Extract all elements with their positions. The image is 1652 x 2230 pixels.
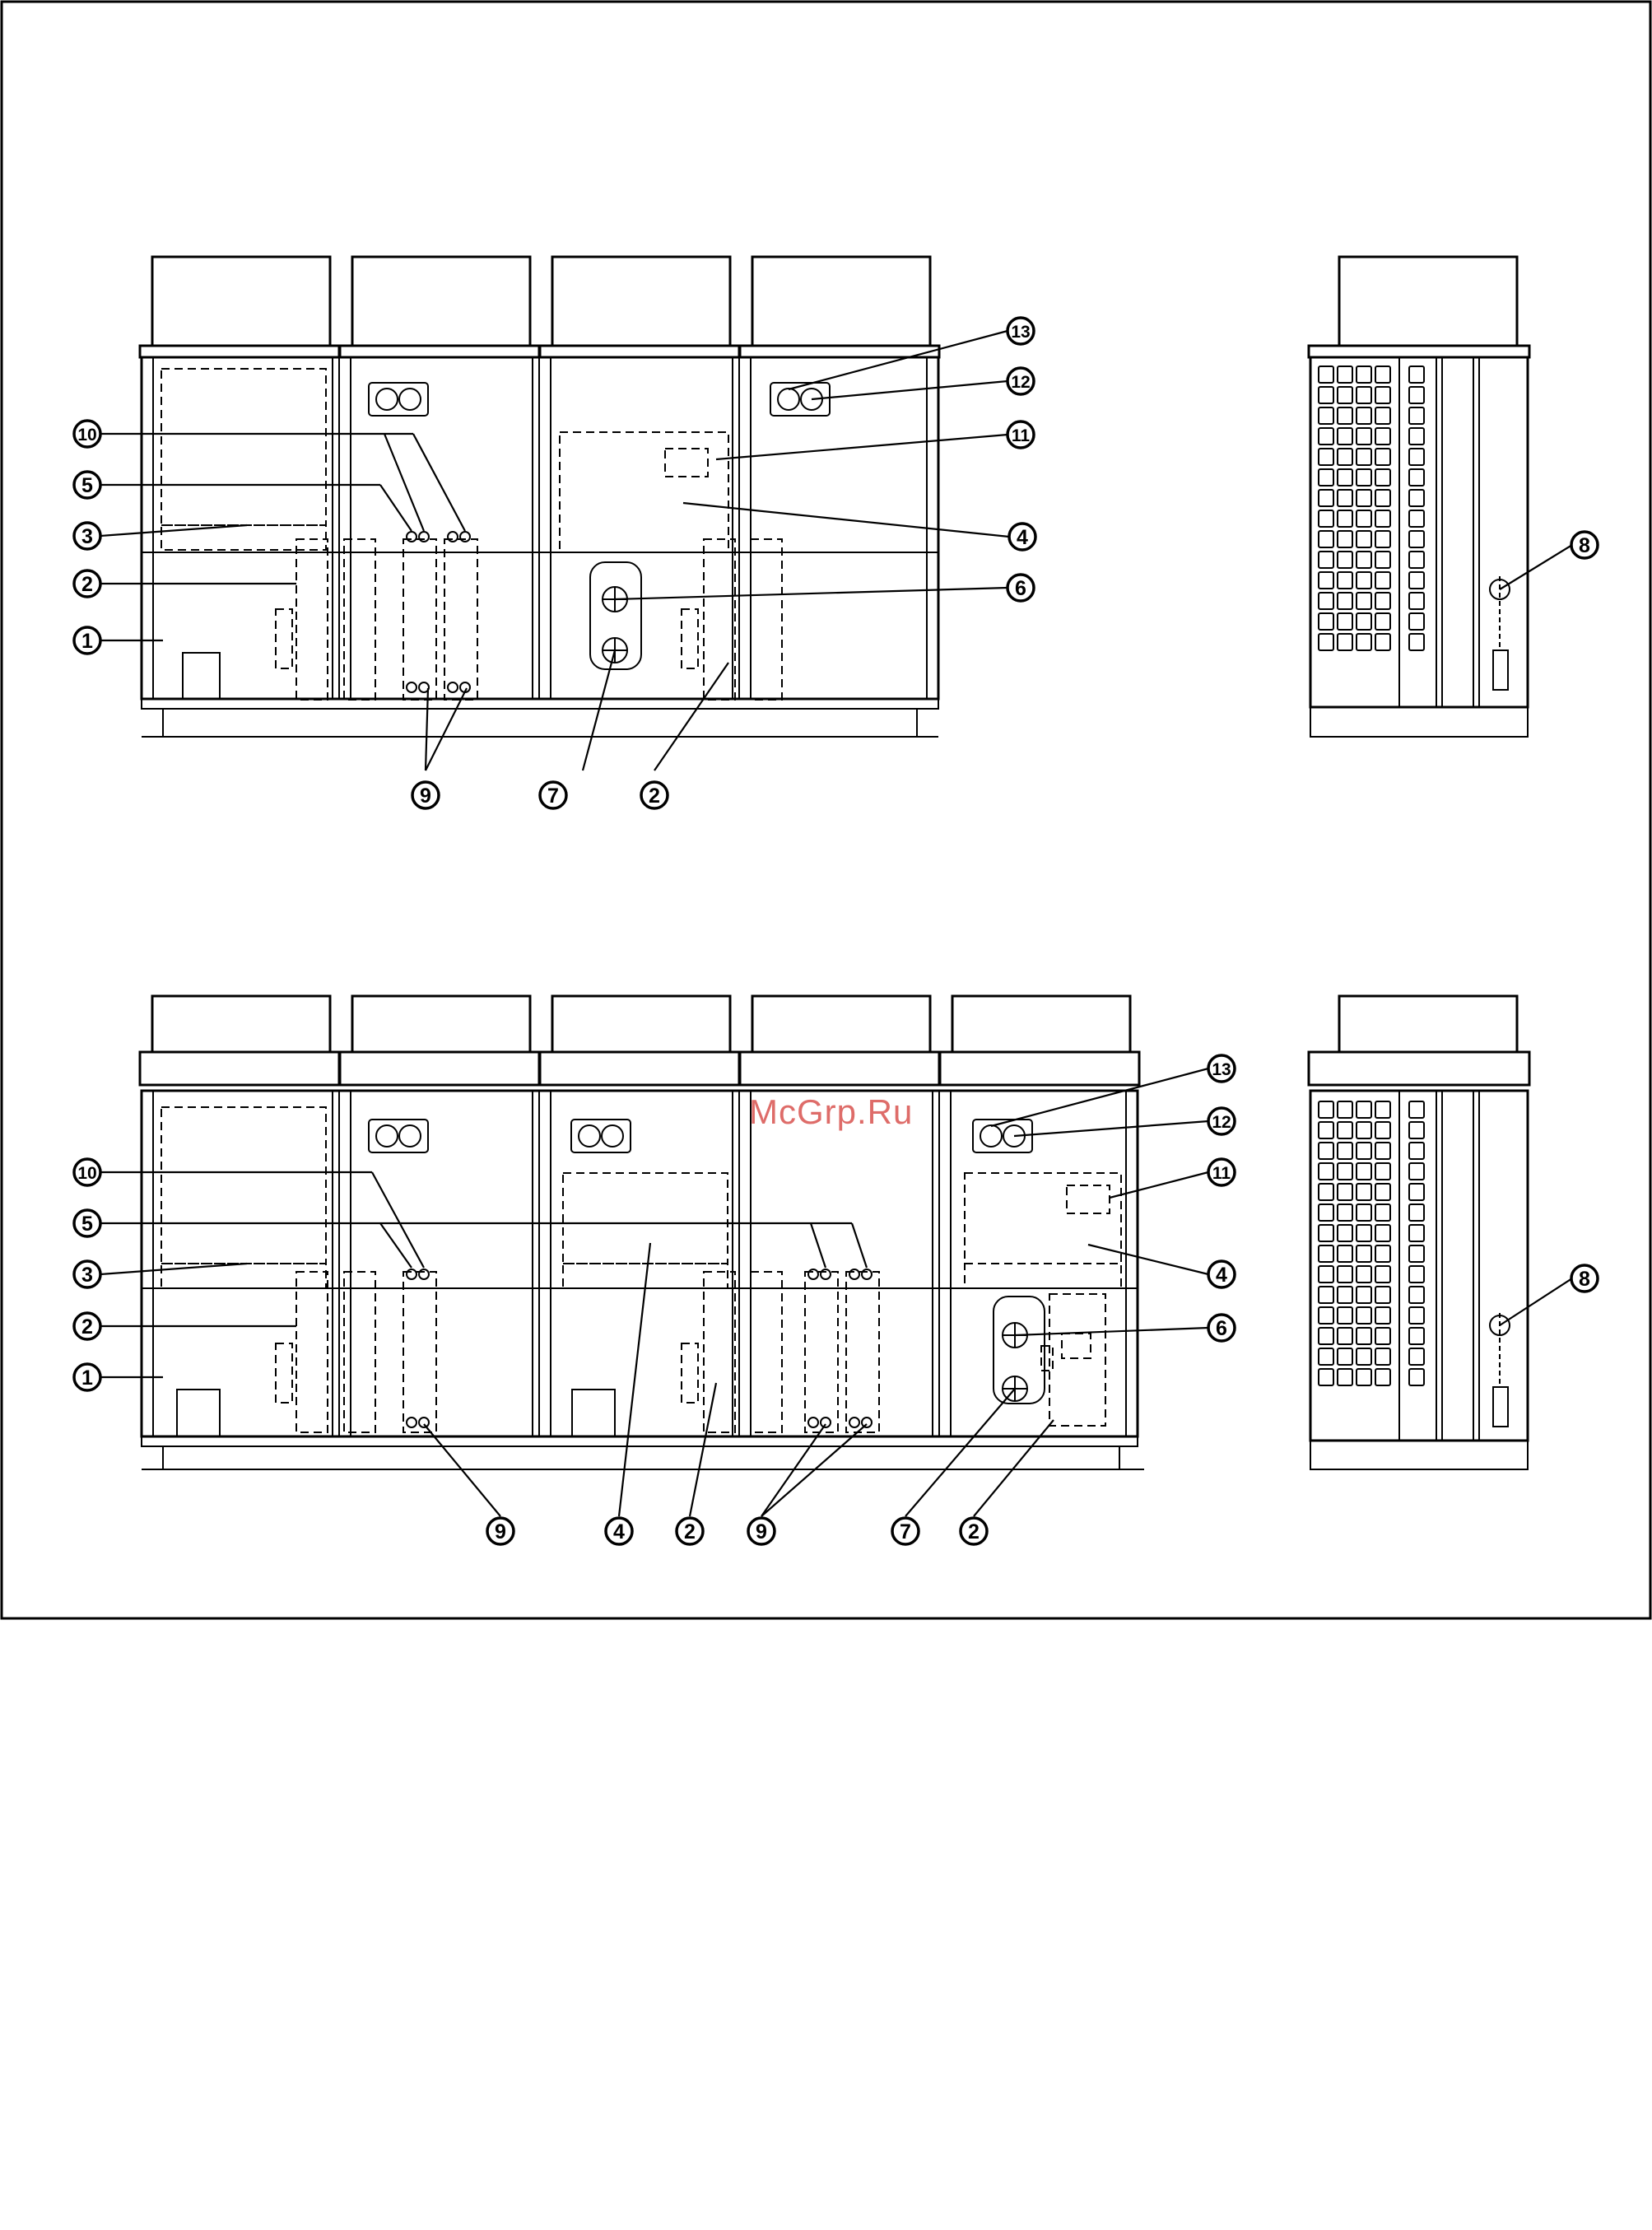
grille-cell [1319,593,1333,609]
grille-cell [1338,490,1352,506]
grille-cell [1357,1163,1371,1180]
grille-cell [1375,428,1390,445]
top-front-view [74,257,1035,808]
callout-4 [1009,524,1035,550]
grille-cell [1357,449,1371,465]
svg-text:9: 9 [495,1520,506,1543]
grille-cell [1375,387,1390,403]
grille-cell [1375,1225,1390,1241]
grille-cell [1338,1122,1352,1138]
grille-cell [1357,469,1371,486]
svg-text:2: 2 [649,784,660,808]
grille-cell [1357,1287,1371,1303]
grille-cell [1409,449,1424,465]
grille-cell [1319,387,1333,403]
callout-9b [748,1518,775,1544]
grille-cell [1375,1287,1390,1303]
grille-cell [1409,1307,1424,1324]
callout-12 [1007,368,1034,394]
callout-3 [74,1261,100,1287]
svg-text:12: 12 [1212,1113,1231,1132]
grille-cell [1357,366,1371,383]
grille-cell [1409,1225,1424,1241]
grille-cell [1357,613,1371,630]
grille-cell [1319,1245,1333,1262]
grille-cell [1338,366,1352,383]
grille-cell [1338,1163,1352,1180]
grille-cell [1375,1143,1390,1159]
grille-cell [1357,1122,1371,1138]
grille-cell [1338,1101,1352,1118]
grille-cell [1319,572,1333,589]
grille-cell [1375,407,1390,424]
grille-cell [1319,490,1333,506]
callout-1 [74,1364,100,1390]
grille-cell [1357,510,1371,527]
grille-cell [1319,552,1333,568]
callout-7 [892,1518,919,1544]
svg-text:6: 6 [1015,577,1026,600]
grille-cell [1338,1287,1352,1303]
svg-text:1: 1 [81,1366,93,1390]
grille-cell [1409,634,1424,650]
grille-cell [1409,531,1424,547]
grille-cell [1357,428,1371,445]
svg-text:12: 12 [1011,373,1031,392]
grille-cell [1375,613,1390,630]
grille-cell [1375,1122,1390,1138]
grille-cell [1319,449,1333,465]
svg-text:8: 8 [1579,534,1590,557]
grille-cell [1375,1328,1390,1344]
grille-cell [1338,1348,1352,1365]
grille-cell [1319,1101,1333,1118]
svg-text:9: 9 [420,784,431,808]
grille-cell [1357,1184,1371,1200]
grille-cell [1338,613,1352,630]
svg-text:7: 7 [547,784,559,808]
callout-12 [1208,1108,1235,1134]
grille-cell [1375,1348,1390,1365]
svg-text:1: 1 [81,630,93,653]
callout-1 [74,627,100,654]
grille-cell [1409,1328,1424,1344]
callout-5 [74,472,100,498]
fan-housings [140,257,939,357]
grille-cell [1338,1307,1352,1324]
grille-cell [1357,1266,1371,1283]
grille-cell [1357,552,1371,568]
grille-cell [1338,407,1352,424]
svg-text:3: 3 [81,525,93,548]
grille-cell [1338,1143,1352,1159]
grille-cell [1409,1184,1424,1200]
svg-text:10: 10 [77,1164,97,1183]
callout-9 [487,1518,514,1544]
watermark: McGrp.Ru [749,1092,914,1131]
callout-13 [1007,318,1034,344]
svg-text:2: 2 [81,573,93,596]
grille-cell [1319,1266,1333,1283]
grille-cell [1357,1369,1371,1385]
grille-cell [1375,366,1390,383]
grille-cell [1338,634,1352,650]
grille-cell [1375,1369,1390,1385]
callout-4 [606,1518,632,1544]
grille-cell [1338,572,1352,589]
top-side-view [1309,257,1598,737]
grille-cell [1375,1184,1390,1200]
callout-3 [74,523,100,549]
grille-cell [1338,510,1352,527]
svg-text:9: 9 [756,1520,767,1543]
grille-cell [1409,1287,1424,1303]
grille-cell [1319,1287,1333,1303]
grille-cell [1319,1204,1333,1221]
grille-cell [1375,1245,1390,1262]
grille-cell [1409,572,1424,589]
svg-text:13: 13 [1011,323,1031,342]
grille-cell [1357,531,1371,547]
grille-cell [1357,634,1371,650]
callout-10 [74,1159,100,1185]
grille-cell [1357,1225,1371,1241]
grille-cell [1409,1163,1424,1180]
grille-cell [1338,1184,1352,1200]
grille-cell [1409,1348,1424,1365]
grille-cell [1338,1225,1352,1241]
grille-cell [1338,449,1352,465]
grille-cell [1409,1266,1424,1283]
grille-cell [1319,634,1333,650]
grille-cell [1338,552,1352,568]
svg-text:2: 2 [81,1315,93,1338]
grille-cell [1375,572,1390,589]
grille-cell [1338,1266,1352,1283]
callout-2 [74,570,100,597]
grille-cell [1357,1204,1371,1221]
svg-text:5: 5 [81,1213,93,1236]
grille-cell [1357,1143,1371,1159]
grille-cell [1338,428,1352,445]
grille-cell [1338,531,1352,547]
grille-cell [1338,1204,1352,1221]
svg-text:11: 11 [1212,1164,1231,1183]
grille-cell [1338,1245,1352,1262]
grille-cell [1409,552,1424,568]
grille-cell [1357,1245,1371,1262]
grille-cell [1319,469,1333,486]
grille-cell [1375,634,1390,650]
grille-cell [1319,407,1333,424]
grille-cell [1375,552,1390,568]
svg-text:8: 8 [1579,1268,1590,1291]
callout-13 [1208,1055,1235,1082]
callout-8-top [1571,532,1598,558]
callout-7 [540,782,566,808]
grille-cell [1319,1184,1333,1200]
grille-cell [1375,510,1390,527]
callout-10 [74,421,100,447]
bottom-front-view [74,996,1235,1544]
grille-cell [1357,1307,1371,1324]
grille-cell [1319,428,1333,445]
bottom-side-view [1309,996,1598,1469]
svg-text:13: 13 [1212,1060,1231,1079]
grille-cell [1409,1245,1424,1262]
grille-cell [1319,1163,1333,1180]
svg-text:7: 7 [900,1520,911,1543]
grille-cell [1357,490,1371,506]
grille-cell [1338,469,1352,486]
grille-cell [1375,593,1390,609]
grille-cell [1409,1122,1424,1138]
grille-cell [1409,510,1424,527]
grille-cell [1409,613,1424,630]
callout-6 [1208,1315,1235,1341]
grille-cell [1409,1369,1424,1385]
grille-cell [1375,1204,1390,1221]
svg-text:4: 4 [1216,1264,1227,1287]
svg-text:2: 2 [968,1520,980,1543]
grille-cell [1409,407,1424,424]
svg-text:4: 4 [1017,526,1028,549]
callout-4b [1208,1261,1235,1287]
callout-2b [641,782,668,808]
svg-text:11: 11 [1011,426,1031,445]
svg-text:4: 4 [613,1520,625,1543]
grille-cell [1375,1266,1390,1283]
grille-cell [1338,1328,1352,1344]
callout-9 [412,782,439,808]
grille-cell [1409,593,1424,609]
grille-cell [1375,1101,1390,1118]
grille-cell [1409,1204,1424,1221]
grille-cell [1319,1328,1333,1344]
grille-cell [1319,1369,1333,1385]
grille-cell [1409,1101,1424,1118]
callout-5 [74,1210,100,1236]
grille-cell [1357,593,1371,609]
grille-cell [1319,1225,1333,1241]
grille-cell [1357,1348,1371,1365]
callout-2 [74,1313,100,1339]
grille-cell [1319,531,1333,547]
grille-cell [1319,366,1333,383]
grille-cell [1375,1163,1390,1180]
grille-cell [1375,1307,1390,1324]
grille-cell [1319,1348,1333,1365]
callout-6 [1007,575,1034,601]
svg-text:10: 10 [77,426,97,445]
grille-cell [1409,469,1424,486]
grille-cell [1338,593,1352,609]
fan-housings [140,996,1139,1085]
grille-cell [1357,1328,1371,1344]
grille-cell [1357,1101,1371,1118]
svg-text:3: 3 [81,1264,93,1287]
grille-cell [1319,1307,1333,1324]
grille-cell [1409,366,1424,383]
grille-cell [1375,469,1390,486]
svg-text:2: 2 [684,1520,696,1543]
grille-cell [1357,387,1371,403]
grille-cell [1409,387,1424,403]
grille-cell [1357,572,1371,589]
grille-cell [1375,449,1390,465]
callout-11 [1208,1159,1235,1185]
svg-text:6: 6 [1216,1317,1227,1340]
grille-cell [1319,1122,1333,1138]
callout-11 [1007,421,1034,448]
grille-cell [1319,510,1333,527]
grille-cell [1338,1369,1352,1385]
callout-8-bottom [1571,1265,1598,1292]
grille-cell [1357,407,1371,424]
grille-cell [1375,531,1390,547]
grille-cell [1409,490,1424,506]
grille-cell [1375,490,1390,506]
grille-cell [1319,613,1333,630]
callout-2b [677,1518,703,1544]
svg-text:5: 5 [81,474,93,497]
callout-2c [961,1518,987,1544]
grille-cell [1319,1143,1333,1159]
grille-cell [1409,428,1424,445]
grille-cell [1409,1143,1424,1159]
grille-cell [1338,387,1352,403]
